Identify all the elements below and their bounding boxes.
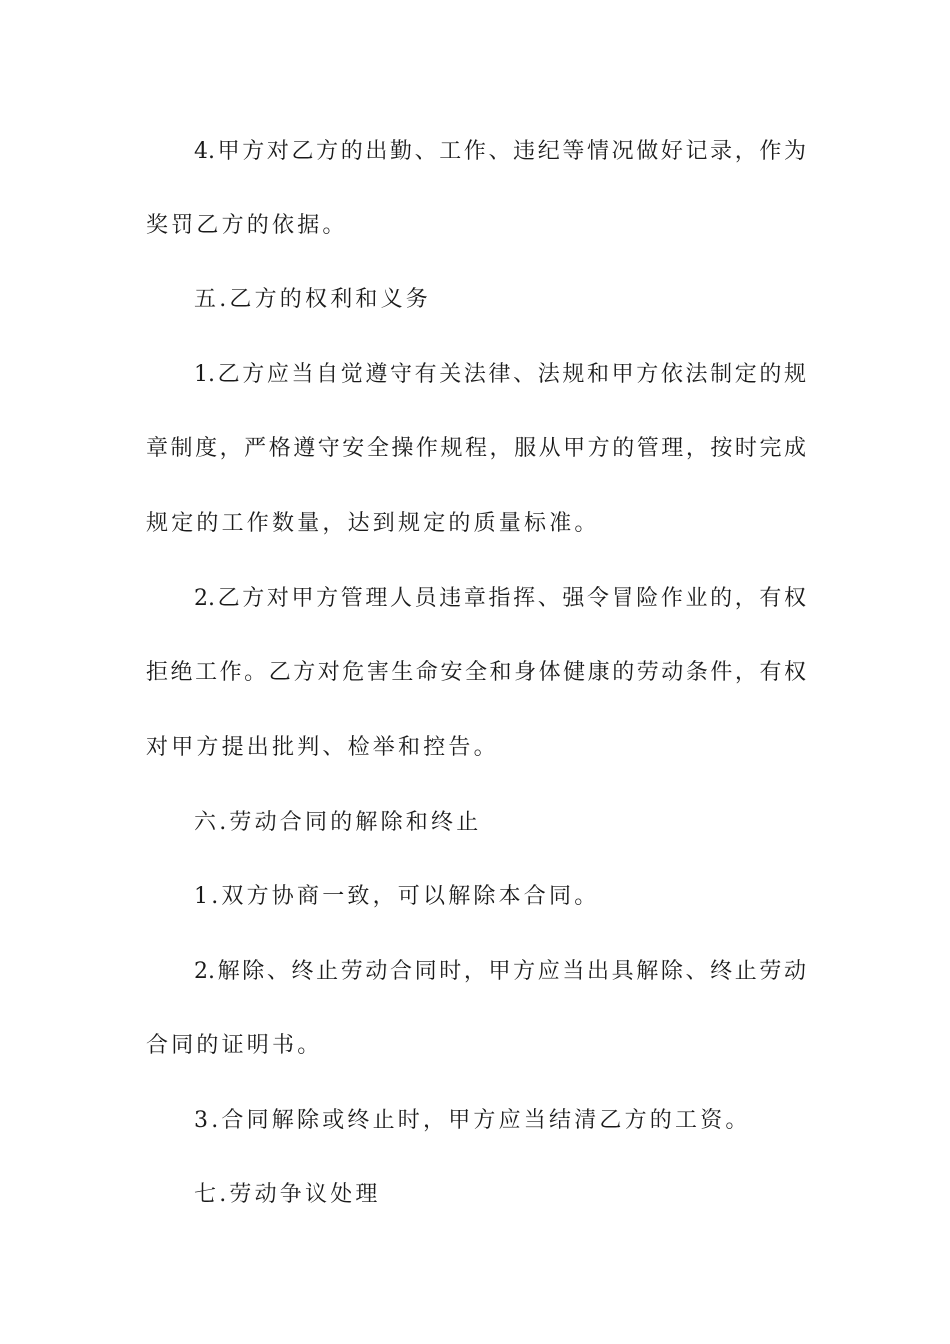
paragraph-4-line-1: 4.甲方对乙方的出勤、工作、违纪等情况做好记录，作为 xyxy=(194,139,806,164)
section-7-heading: 七.劳动争议处理 xyxy=(194,1182,381,1207)
item-5-1-line-1: 1.乙方应当自觉遵守有关法律、法规和甲方依法制定的规 xyxy=(194,362,806,387)
item-5-1-line-3: 规定的工作数量，达到规定的质量标准。 xyxy=(146,511,600,536)
item-5-2-line-1: 2.乙方对甲方管理人员违章指挥、强令冒险作业的，有权 xyxy=(194,586,806,611)
item-6-1: 1.双方协商一致，可以解除本合同。 xyxy=(194,884,600,909)
item-5-2-line-3: 对甲方提出批判、检举和控告。 xyxy=(146,735,499,760)
item-6-2-line-2: 合同的证明书。 xyxy=(146,1033,323,1058)
item-6-2-line-1: 2.解除、终止劳动合同时，甲方应当出具解除、终止劳动 xyxy=(194,959,806,984)
item-5-1-line-2: 章制度，严格遵守安全操作规程，服从甲方的管理，按时完成 xyxy=(146,436,806,461)
section-5-heading: 五.乙方的权利和义务 xyxy=(194,287,431,312)
item-6-3: 3.合同解除或终止时，甲方应当结清乙方的工资。 xyxy=(194,1108,751,1133)
item-5-2-line-2: 拒绝工作。乙方对危害生命安全和身体健康的劳动条件，有权 xyxy=(146,660,806,685)
section-6-heading: 六.劳动合同的解除和终止 xyxy=(194,810,482,835)
paragraph-4-line-2: 奖罚乙方的依据。 xyxy=(146,213,348,238)
